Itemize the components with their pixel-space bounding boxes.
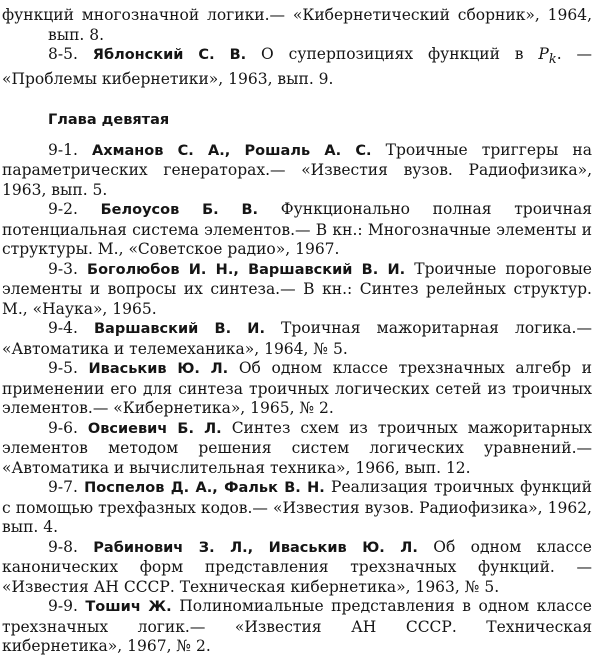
- reference-text: Троичные триггеры на параметрических генераторах.— «Известия вузов. Радиофизика», 1963, вып. 5.: [2, 140, 593, 199]
- reference-text: Троичная мажоритарная логика.— «Автоматика и телемеханика», 1964, № 5.: [2, 319, 592, 358]
- reference-entry: [2, 260, 592, 320]
- reference-text: Об одном классе канонических форм представления трехзначных функций. — «Известия АН СССР. Техническая кибернетика», 1963, № 5.: [2, 537, 592, 596]
- reference-entry: [2, 141, 592, 201]
- math-subscript: k: [548, 52, 557, 68]
- reference-number: 9-6.: [48, 418, 78, 437]
- reference-author: Белоусов Б. В.: [100, 202, 259, 219]
- reference-number: 9-7.: [48, 478, 78, 497]
- reference-8-5: [2, 45, 592, 89]
- reference-number: 9-9.: [48, 597, 78, 616]
- reference-author: Варшавский В. И.: [93, 321, 265, 338]
- reference-text: Функционально полная троичная потенциальная система элементов.— В кн.: Многозначные элементы и структуры. М., «Советское радио», 1967.: [2, 200, 592, 259]
- reference-number: 9-8.: [48, 537, 78, 556]
- reference-text: Троичные пороговые элементы и вопросы их синтеза.— В кн.: Синтез релейных структур. М., «Наука», 1965.: [2, 259, 592, 318]
- reference-entry: [2, 419, 592, 479]
- reference-text: Об одном классе трехзначных алгебр и применении его для синтеза троичных логических сетей из троичных элементов.— «Кибернетика», 1965, № 2.: [2, 359, 592, 418]
- reference-author: Иваськив Ю. Л.: [88, 361, 229, 378]
- reference-author: Яблонский С. В.: [92, 47, 247, 63]
- reference-entry: [2, 200, 592, 260]
- reference-text: функций многозначной логики.— «Кибернетический сборник», 1964, вып. 8.: [2, 6, 592, 44]
- reference-entry: [2, 597, 592, 657]
- reference-entry: [2, 319, 592, 359]
- reference-author: Боголюбов И. Н., Варшавский В. И.: [87, 261, 406, 278]
- reference-text: Синтез схем из троичных мажоритарных элементов методом решения систем логических уравнений.— «Автоматика и вычислительная техника», 1966, вып. 12.: [2, 418, 592, 477]
- reference-author: Рабинович З. Л., Иваськив Ю. Л.: [93, 539, 418, 556]
- reference-number: 9-4.: [48, 319, 78, 338]
- reference-list: [2, 140, 593, 657]
- reference-text: О суперпозициях функций в: [261, 45, 524, 63]
- reference-text-cont: . — «Проблемы кибернетики», 1963, вып. 9.: [2, 45, 592, 88]
- reference-text: Полиномиальные представления в одном классе трехзначных логик.— «Известия АН СССР. Техническая кибернетика», 1967, № 2.: [2, 597, 592, 656]
- reference-number: 9-2.: [48, 200, 78, 219]
- reference-author: Ахманов С. А., Рошаль А. С.: [92, 142, 372, 159]
- reference-entry: [2, 359, 592, 419]
- reference-author: Тошич Ж.: [85, 599, 172, 616]
- reference-number: 8-5.: [48, 45, 78, 63]
- chapter-heading: Глава девятая: [48, 112, 170, 129]
- reference-number: 9-1.: [48, 140, 78, 159]
- reference-text: Реализация троичных функций с помощью трехфазных кодов.— «Известия вузов. Радиофизика», 1962, вып. 4.: [2, 478, 592, 537]
- reference-number: 9-3.: [48, 259, 78, 278]
- math-symbol: P: [538, 45, 549, 63]
- reference-entry: [2, 538, 592, 598]
- reference-number: 9-5.: [48, 359, 78, 378]
- reference-author: Овсиевич Б. Л.: [87, 420, 222, 437]
- reference-8-4-tail: [2, 6, 592, 45]
- reference-author: Поспелов Д. А., Фальк В. Н.: [84, 480, 325, 497]
- reference-entry: [2, 478, 592, 538]
